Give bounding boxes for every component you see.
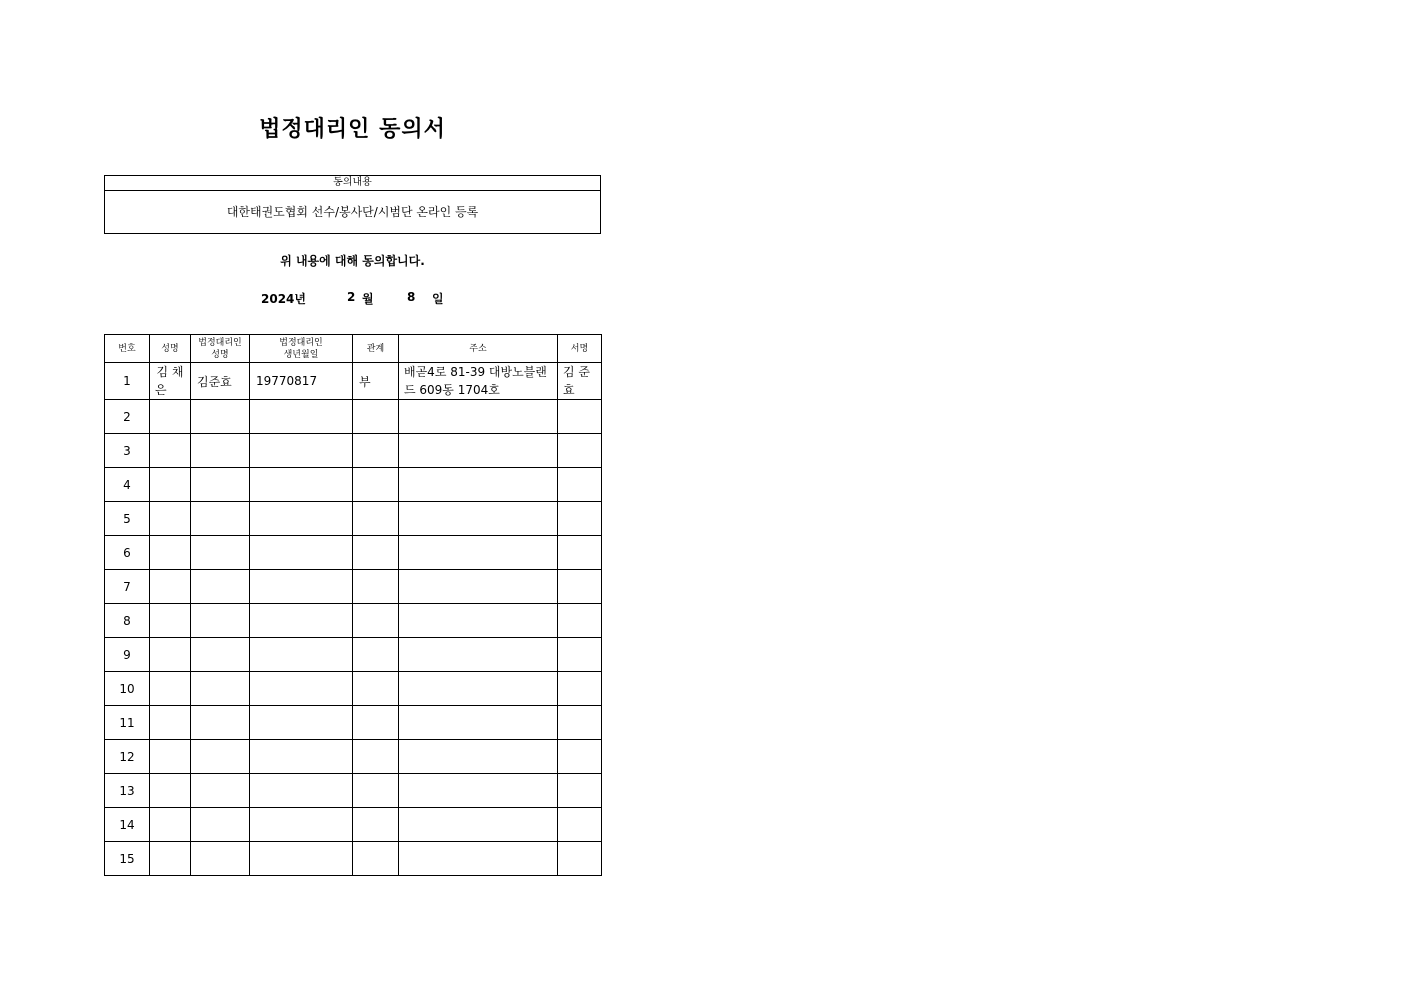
consent-header: 동의내용 xyxy=(105,176,600,191)
cell-name xyxy=(150,363,191,400)
header-relation: 관계 xyxy=(353,335,399,363)
table-row xyxy=(105,706,602,740)
cell-signature xyxy=(558,740,602,774)
cell-no: 2 xyxy=(105,400,150,434)
cell-guardian-birth xyxy=(250,842,353,876)
cell-name xyxy=(150,774,191,808)
consent-content: 대한태권도협회 선수/봉사단/시범단 온라인 등록 xyxy=(226,205,479,219)
table-row xyxy=(105,604,602,638)
cell-address xyxy=(399,363,558,400)
cell-relation xyxy=(353,774,399,808)
cell-no: 15 xyxy=(105,842,150,876)
date-day: 8 xyxy=(407,290,416,304)
cell-name xyxy=(150,536,191,570)
cell-relation xyxy=(353,536,399,570)
table-row xyxy=(105,468,602,502)
table-row xyxy=(105,363,602,400)
cell-no: 1 xyxy=(105,363,150,400)
cell-no: 6 xyxy=(105,536,150,570)
cell-signature xyxy=(558,468,602,502)
cell-guardian-birth xyxy=(250,740,353,774)
cell-no: 4 xyxy=(105,468,150,502)
cell-name-line2: 은 xyxy=(155,383,167,397)
cell-no: 9 xyxy=(105,638,150,672)
cell-relation: 부 xyxy=(353,363,399,400)
cell-guardian-name xyxy=(191,434,250,468)
cell-guardian-birth xyxy=(250,570,353,604)
cell-no: 11 xyxy=(105,706,150,740)
table-row xyxy=(105,570,602,604)
date-month-unit: 월 xyxy=(362,292,374,306)
cell-name xyxy=(150,400,191,434)
table-row xyxy=(105,774,602,808)
cell-no: 14 xyxy=(105,808,150,842)
cell-guardian-birth xyxy=(250,536,353,570)
cell-signature xyxy=(558,434,602,468)
cell-signature xyxy=(558,672,602,706)
cell-address xyxy=(399,604,558,638)
cell-address xyxy=(399,434,558,468)
date-month: 2 xyxy=(347,290,356,304)
cell-name xyxy=(150,604,191,638)
cell-address xyxy=(399,468,558,502)
header-no: 번호 xyxy=(105,335,150,363)
cell-relation xyxy=(353,604,399,638)
table-row xyxy=(105,400,602,434)
cell-no: 13 xyxy=(105,774,150,808)
cell-no: 10 xyxy=(105,672,150,706)
cell-guardian-name xyxy=(191,536,250,570)
header-guardian-birth xyxy=(250,335,353,363)
cell-guardian-birth xyxy=(250,502,353,536)
cell-address-line1: 배곧4로 81-39 대방노블랜 xyxy=(404,365,547,379)
cell-guardian-name xyxy=(191,842,250,876)
date-day-unit: 일 xyxy=(432,292,444,306)
cell-address xyxy=(399,706,558,740)
cell-relation xyxy=(353,672,399,706)
cell-address-line2: 드 609동 1704호 xyxy=(404,383,500,397)
cell-name xyxy=(150,706,191,740)
table-row xyxy=(105,740,602,774)
cell-address xyxy=(399,774,558,808)
table-row xyxy=(105,434,602,468)
header-guardian-name-line1: 법정대리인 xyxy=(198,337,242,348)
cell-signature xyxy=(558,638,602,672)
cell-guardian-name xyxy=(191,468,250,502)
cell-guardian-name: 김준효 xyxy=(191,363,250,400)
cell-address xyxy=(399,536,558,570)
cell-address xyxy=(399,842,558,876)
cell-guardian-birth xyxy=(250,468,353,502)
cell-guardian-birth xyxy=(250,808,353,842)
cell-no: 8 xyxy=(105,604,150,638)
document-title: 법정대리인 동의서 xyxy=(259,117,446,142)
cell-relation xyxy=(353,740,399,774)
cell-signature xyxy=(558,774,602,808)
table-row xyxy=(105,808,602,842)
cell-relation xyxy=(353,570,399,604)
cell-address xyxy=(399,400,558,434)
cell-guardian-birth xyxy=(250,774,353,808)
cell-signature xyxy=(558,604,602,638)
cell-address xyxy=(399,570,558,604)
cell-guardian-name xyxy=(191,672,250,706)
cell-relation xyxy=(353,638,399,672)
cell-signature xyxy=(558,400,602,434)
cell-no: 12 xyxy=(105,740,150,774)
cell-guardian-birth xyxy=(250,672,353,706)
cell-signature xyxy=(558,536,602,570)
header-guardian-birth-line2: 생년월일 xyxy=(283,349,319,360)
cell-relation xyxy=(353,808,399,842)
guardian-table xyxy=(104,334,602,876)
header-guardian-birth-line1: 법정대리인 xyxy=(279,337,323,348)
cell-relation xyxy=(353,502,399,536)
table-row xyxy=(105,536,602,570)
cell-address xyxy=(399,740,558,774)
cell-signature-line2: 효 xyxy=(563,383,575,397)
cell-guardian-name xyxy=(191,400,250,434)
cell-signature-line1: 김 준 xyxy=(563,365,590,379)
cell-address xyxy=(399,638,558,672)
table-row xyxy=(105,638,602,672)
table-header-row xyxy=(105,335,602,363)
cell-guardian-name xyxy=(191,638,250,672)
cell-guardian-name xyxy=(191,570,250,604)
cell-guardian-birth xyxy=(250,706,353,740)
cell-relation xyxy=(353,468,399,502)
cell-guardian-name xyxy=(191,604,250,638)
cell-name xyxy=(150,740,191,774)
cell-name xyxy=(150,672,191,706)
table-row xyxy=(105,502,602,536)
cell-signature xyxy=(558,363,602,400)
cell-address xyxy=(399,672,558,706)
cell-name xyxy=(150,502,191,536)
cell-address xyxy=(399,502,558,536)
cell-no: 3 xyxy=(105,434,150,468)
header-signature: 서명 xyxy=(558,335,602,363)
header-guardian-name xyxy=(191,335,250,363)
cell-name xyxy=(150,468,191,502)
table-row xyxy=(105,842,602,876)
header-address: 주소 xyxy=(399,335,558,363)
cell-guardian-birth xyxy=(250,400,353,434)
header-name: 성명 xyxy=(150,335,191,363)
cell-guardian-birth: 19770817 xyxy=(250,363,353,400)
cell-name xyxy=(150,570,191,604)
cell-name xyxy=(150,434,191,468)
cell-no: 5 xyxy=(105,502,150,536)
cell-signature xyxy=(558,842,602,876)
cell-guardian-name xyxy=(191,740,250,774)
cell-guardian-birth xyxy=(250,434,353,468)
cell-signature xyxy=(558,706,602,740)
cell-guardian-name xyxy=(191,774,250,808)
cell-relation xyxy=(353,706,399,740)
cell-no: 7 xyxy=(105,570,150,604)
cell-guardian-birth xyxy=(250,638,353,672)
cell-name xyxy=(150,808,191,842)
header-guardian-name-line2: 성명 xyxy=(211,349,229,360)
consent-box xyxy=(104,175,601,234)
cell-relation xyxy=(353,400,399,434)
cell-address xyxy=(399,808,558,842)
cell-relation xyxy=(353,434,399,468)
cell-guardian-name xyxy=(191,502,250,536)
cell-guardian-name xyxy=(191,706,250,740)
cell-guardian-name xyxy=(191,808,250,842)
cell-name-line1: 김 채 xyxy=(156,365,184,379)
cell-name xyxy=(150,842,191,876)
cell-relation xyxy=(353,842,399,876)
table-row xyxy=(105,672,602,706)
date-year: 2024년 xyxy=(261,292,306,306)
agreement-statement: 위 내용에 대해 동의합니다. xyxy=(280,254,425,268)
cell-signature xyxy=(558,570,602,604)
cell-name xyxy=(150,638,191,672)
cell-signature xyxy=(558,502,602,536)
cell-signature xyxy=(558,808,602,842)
cell-guardian-birth xyxy=(250,604,353,638)
